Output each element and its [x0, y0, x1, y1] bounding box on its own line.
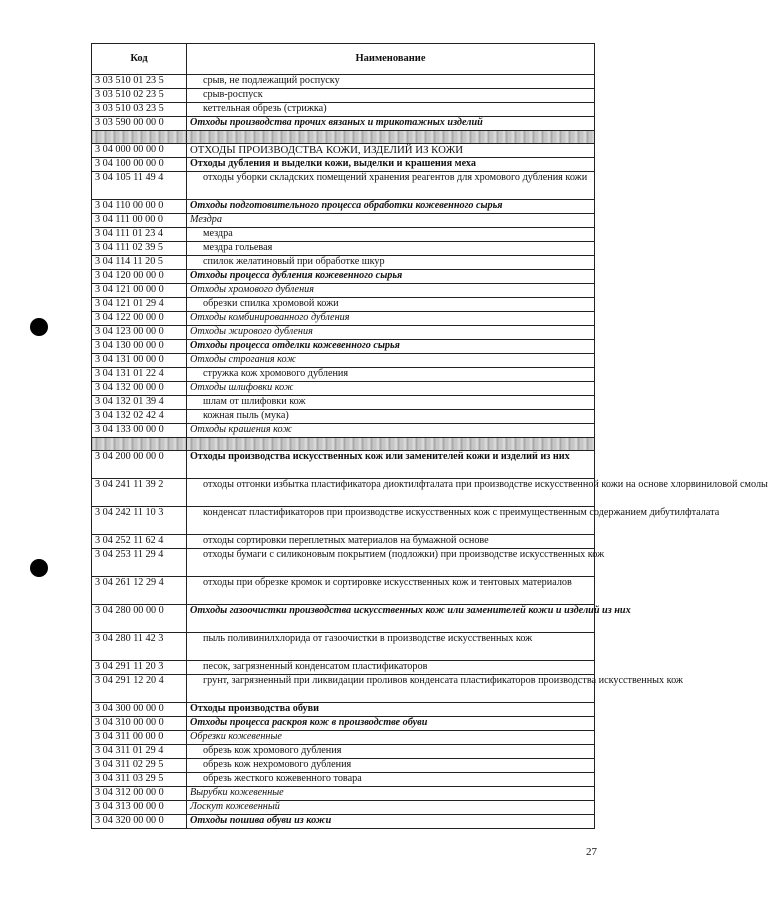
table-row: [92, 773, 595, 787]
waste-name: Вырубки кожевенные: [187, 787, 595, 801]
waste-code: 3 04 114 11 20 5: [92, 256, 187, 270]
waste-code: 3 04 130 00 00 0: [92, 340, 187, 354]
table-row: [92, 298, 595, 312]
waste-name: стружка кож хромового дубления: [187, 368, 595, 382]
waste-code: 3 04 261 12 29 4: [92, 577, 187, 605]
table-row: [92, 103, 595, 117]
waste-code: 3 03 590 00 00 0: [92, 117, 187, 131]
waste-code: 3 04 132 02 42 4: [92, 410, 187, 424]
waste-name: мездра гольевая: [187, 242, 595, 256]
section-separator-row: [92, 131, 595, 144]
waste-code: 3 04 000 00 00 0: [92, 144, 187, 158]
separator-cell: [92, 131, 187, 144]
waste-name: грунт, загрязненный при ликвидации проливов конденсата пластификаторов производства искусственных кож: [187, 675, 595, 703]
waste-name: Отходы газоочистки производства искусственных кож или заменителей кожи и изделий из них: [187, 605, 595, 633]
waste-name: обрезь жесткого кожевенного товара: [187, 773, 595, 787]
waste-code: 3 04 252 11 62 4: [92, 535, 187, 549]
table-row: [92, 368, 595, 382]
table-row: [92, 703, 595, 717]
waste-code: 3 04 311 01 29 4: [92, 745, 187, 759]
waste-name: отходы сортировки переплетных материалов на бумажной основе: [187, 535, 595, 549]
waste-code: 3 04 280 11 42 3: [92, 633, 187, 661]
waste-name: Отходы производства искусственных кож или заменителей кожи и изделий из них: [187, 451, 595, 479]
table-row: [92, 745, 595, 759]
waste-name: Отходы процесса раскроя кож в производстве обуви: [187, 717, 595, 731]
waste-name: кожная пыль (мука): [187, 410, 595, 424]
header-name: Наименование: [187, 44, 595, 75]
table-row: [92, 410, 595, 424]
table-row: [92, 270, 595, 284]
waste-name: Отходы процесса отделки кожевенного сырья: [187, 340, 595, 354]
waste-code: 3 04 311 00 00 0: [92, 731, 187, 745]
waste-name: Мездра: [187, 214, 595, 228]
waste-name: Отходы шлифовки кож: [187, 382, 595, 396]
waste-name: Отходы дубления и выделки кожи, выделки и крашения меха: [187, 158, 595, 172]
table-row: [92, 759, 595, 773]
waste-code: 3 04 242 11 10 3: [92, 507, 187, 535]
waste-name: ОТХОДЫ ПРОИЗВОДСТВА КОЖИ, ИЗДЕЛИЙ ИЗ КОЖИ: [187, 144, 595, 158]
table-row: [92, 200, 595, 214]
table-row: [92, 549, 595, 577]
waste-name: конденсат пластификаторов при производстве искусственных кож с преимущественным содержанием дибутилфталата: [187, 507, 595, 535]
waste-code: 3 04 110 00 00 0: [92, 200, 187, 214]
waste-name: обрезь кож нехромового дубления: [187, 759, 595, 773]
table-row: [92, 326, 595, 340]
waste-code: 3 04 105 11 49 4: [92, 172, 187, 200]
waste-code: 3 04 120 00 00 0: [92, 270, 187, 284]
waste-code: 3 04 200 00 00 0: [92, 451, 187, 479]
table-row: [92, 256, 595, 270]
table-row: [92, 228, 595, 242]
waste-code: 3 04 300 00 00 0: [92, 703, 187, 717]
table-row: [92, 172, 595, 200]
table-row: [92, 242, 595, 256]
waste-name: Отходы подготовительного процесса обработки кожевенного сырья: [187, 200, 595, 214]
table-row: [92, 479, 595, 507]
separator-cell: [187, 131, 595, 144]
table-row: [92, 89, 595, 103]
page-number: 27: [586, 846, 597, 858]
table-row: [92, 340, 595, 354]
waste-code: 3 04 111 01 23 4: [92, 228, 187, 242]
separator-cell: [92, 438, 187, 451]
table-row: [92, 675, 595, 703]
waste-name: Отходы комбинированного дубления: [187, 312, 595, 326]
table-row: [92, 214, 595, 228]
waste-name: Отходы пошива обуви из кожи: [187, 815, 595, 829]
waste-name: Отходы крашения кож: [187, 424, 595, 438]
table-row: [92, 605, 595, 633]
table-row: [92, 354, 595, 368]
waste-code: 3 04 133 00 00 0: [92, 424, 187, 438]
punch-hole-icon: [30, 559, 48, 577]
waste-name: отходы при обрезке кромок и сортировке искусственных кож и тентовых материалов: [187, 577, 595, 605]
table-header-row: [92, 44, 595, 75]
waste-code: 3 04 132 00 00 0: [92, 382, 187, 396]
waste-code: 3 04 131 01 22 4: [92, 368, 187, 382]
waste-name: обрезь кож хромового дубления: [187, 745, 595, 759]
waste-name: отходы уборки складских помещений хранения реагентов для хромового дубления кожи: [187, 172, 595, 200]
punch-hole-icon: [30, 318, 48, 336]
waste-code: 3 04 121 00 00 0: [92, 284, 187, 298]
table-row: [92, 731, 595, 745]
waste-name: мездра: [187, 228, 595, 242]
waste-name: Обрезки кожевенные: [187, 731, 595, 745]
table-row: [92, 633, 595, 661]
table-row: [92, 815, 595, 829]
table-row: [92, 787, 595, 801]
table-row: [92, 396, 595, 410]
waste-code: 3 04 122 00 00 0: [92, 312, 187, 326]
waste-code: 3 04 320 00 00 0: [92, 815, 187, 829]
table-row: [92, 661, 595, 675]
waste-name: обрезки спилка хромовой кожи: [187, 298, 595, 312]
waste-name: Лоскут кожевенный: [187, 801, 595, 815]
waste-code: 3 04 100 00 00 0: [92, 158, 187, 172]
table-row: [92, 158, 595, 172]
waste-code: 3 04 312 00 00 0: [92, 787, 187, 801]
table-row: [92, 284, 595, 298]
table-row: [92, 801, 595, 815]
section-separator-row: [92, 438, 595, 451]
waste-name: кеттельная обрезь (стрижка): [187, 103, 595, 117]
table-row: [92, 382, 595, 396]
waste-name: Отходы процесса дубления кожевенного сырья: [187, 270, 595, 284]
waste-name: Отходы хромового дубления: [187, 284, 595, 298]
waste-name: пыль поливинилхлорида от газоочистки в производстве искусственных кож: [187, 633, 595, 661]
waste-name: срыв-роспуск: [187, 89, 595, 103]
separator-cell: [187, 438, 595, 451]
table-row: [92, 75, 595, 89]
waste-name: Отходы строгания кож: [187, 354, 595, 368]
waste-name: Отходы производства прочих вязаных и трикотажных изделий: [187, 117, 595, 131]
table-body: [92, 75, 768, 829]
waste-code: 3 04 131 00 00 0: [92, 354, 187, 368]
waste-classification-table: [91, 43, 768, 829]
table-row: [92, 451, 595, 479]
waste-name: Отходы производства обуви: [187, 703, 595, 717]
waste-name: отходы бумаги с силиконовым покрытием (подложки) при производстве искусственных кож: [187, 549, 595, 577]
waste-code: 3 04 310 00 00 0: [92, 717, 187, 731]
waste-name: песок, загрязненный конденсатом пластификаторов: [187, 661, 595, 675]
table-row: [92, 577, 595, 605]
waste-code: 3 04 311 02 29 5: [92, 759, 187, 773]
waste-code: 3 04 253 11 29 4: [92, 549, 187, 577]
waste-code: 3 04 280 00 00 0: [92, 605, 187, 633]
waste-code: 3 04 123 00 00 0: [92, 326, 187, 340]
waste-name: спилок желатиновый при обработке шкур: [187, 256, 595, 270]
table-row: [92, 312, 595, 326]
waste-name: Отходы жирового дубления: [187, 326, 595, 340]
waste-code: 3 03 510 01 23 5: [92, 75, 187, 89]
waste-code: 3 04 291 11 20 3: [92, 661, 187, 675]
table-row: [92, 535, 595, 549]
waste-code: 3 04 121 01 29 4: [92, 298, 187, 312]
waste-code: 3 03 510 02 23 5: [92, 89, 187, 103]
waste-code: 3 04 111 02 39 5: [92, 242, 187, 256]
waste-code: 3 04 291 12 20 4: [92, 675, 187, 703]
header-code: Код: [92, 44, 187, 75]
table-row: [92, 117, 595, 131]
table-row: [92, 424, 595, 438]
waste-code: 3 04 313 00 00 0: [92, 801, 187, 815]
waste-code: 3 04 311 03 29 5: [92, 773, 187, 787]
table-row: [92, 717, 595, 731]
waste-code: 3 03 510 03 23 5: [92, 103, 187, 117]
waste-code: 3 04 241 11 39 2: [92, 479, 187, 507]
table-row: [92, 507, 595, 535]
waste-code: 3 04 132 01 39 4: [92, 396, 187, 410]
waste-name: срыв, не подлежащий роспуску: [187, 75, 595, 89]
table-row: [92, 144, 595, 158]
waste-code: 3 04 111 00 00 0: [92, 214, 187, 228]
waste-name: отходы отгонки избытка пластификатора диоктилфталата при производстве искусственной кожи на основе хлорвиниловой смолы: [187, 479, 595, 507]
waste-name: шлам от шлифовки кож: [187, 396, 595, 410]
